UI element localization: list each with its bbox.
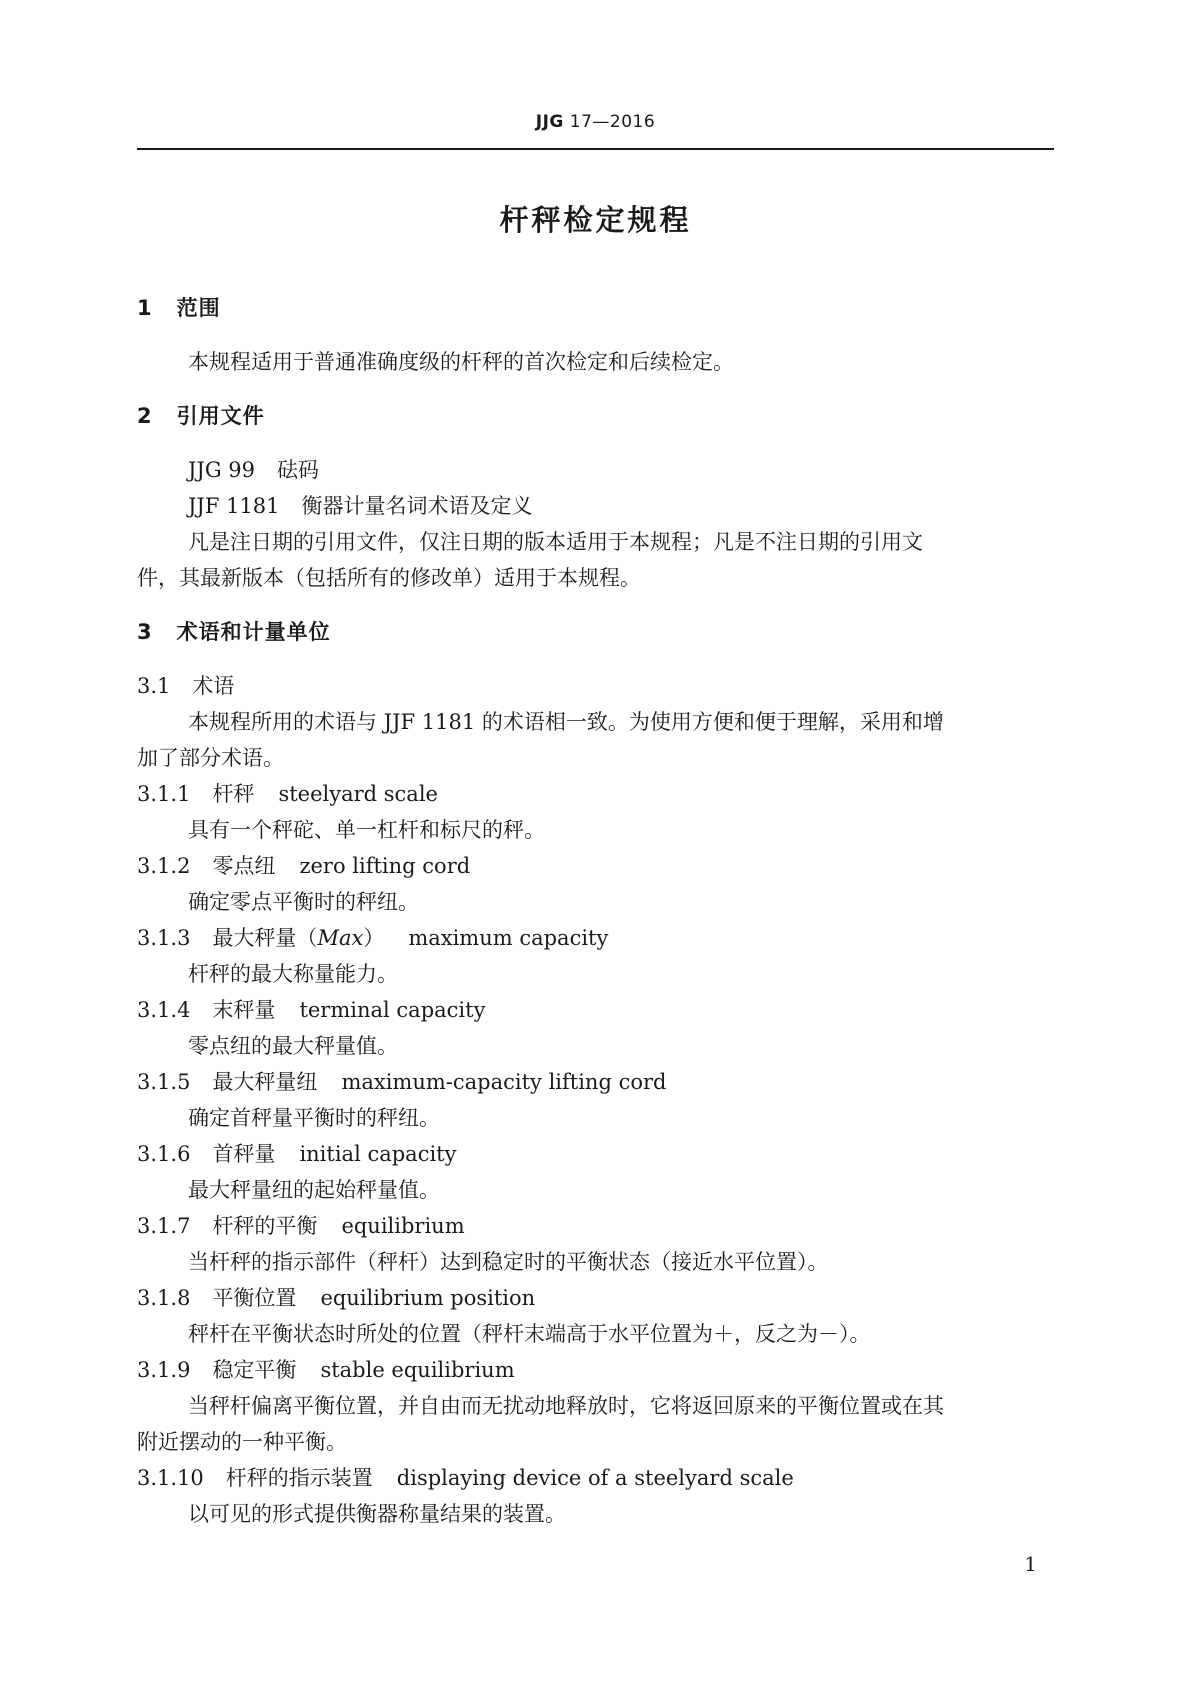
term-number: 3.1.5 (137, 1070, 191, 1094)
term-chinese (212, 926, 384, 950)
section-number: 3 (137, 620, 153, 644)
section-title: 术语和计量单位 (176, 620, 331, 644)
reference-item (137, 452, 1054, 488)
term-english: displaying device of a steelyard scale (396, 1466, 794, 1490)
term-chinese (212, 1214, 317, 1238)
term-chinese (212, 1358, 296, 1382)
section-1-heading (137, 290, 1054, 326)
term-number: 3.1.2 (137, 854, 191, 878)
term-number: 3.1.7 (137, 1214, 191, 1238)
term-chinese (212, 782, 254, 806)
term-chinese-text: 最大秤量（ (212, 926, 318, 950)
term-english: terminal capacity (299, 998, 486, 1022)
section-number: 1 (137, 296, 153, 320)
term-chinese (212, 1286, 296, 1310)
term-number: 3.1.1 (137, 782, 191, 806)
term-english: maximum-capacity lifting cord (341, 1070, 667, 1094)
term-chinese-text: 零点纽 (212, 854, 276, 878)
term-definition: 当杆秤的指示部件（秤杆）达到稳定时的平衡状态（接近水平位置）。 (188, 1250, 829, 1274)
term-heading (137, 1208, 1054, 1244)
term-definition: 零点纽的最大秤量值。 (188, 1034, 398, 1058)
subsection-heading (137, 668, 1054, 704)
term-definition: 附近摆动的一种平衡。 (137, 1430, 347, 1454)
term-heading (137, 1136, 1054, 1172)
term-chinese-text: 最大秤量纽 (212, 1070, 318, 1094)
term-number: 3.1.10 (137, 1466, 204, 1490)
term-english: equilibrium (341, 1214, 465, 1238)
term-english: zero lifting cord (299, 854, 471, 878)
term-chinese-text: 杆秤的指示装置 (225, 1466, 373, 1490)
document-title: 杆秤检定规程 (499, 203, 692, 237)
term-english: steelyard scale (278, 782, 438, 806)
term-chinese-text: 稳定平衡 (212, 1358, 297, 1382)
subsection-title: 术语 (192, 674, 235, 698)
section-number: 2 (137, 404, 153, 428)
subsection-intro-line: 本规程所用的术语与 JJF 1181 的术语相一致。为使用方便和便于理解，采用和增 (188, 710, 944, 734)
term-chinese (212, 1070, 317, 1094)
term-number: 3.1.9 (137, 1358, 191, 1382)
term-definition: 确定零点平衡时的秤纽。 (188, 890, 419, 914)
reference-name: 衡器计量名词术语及定义 (301, 494, 533, 518)
reference-name: 砝码 (277, 458, 320, 482)
term-chinese (212, 854, 275, 878)
term-english: initial capacity (299, 1142, 457, 1166)
header-number: 17—2016 (569, 112, 656, 132)
term-english: maximum capacity (408, 926, 609, 950)
term-definition: 确定首秤量平衡时的秤纽。 (188, 1106, 440, 1130)
term-heading (137, 848, 1054, 884)
section-title: 范围 (176, 296, 221, 320)
section-3-heading (137, 614, 1054, 650)
term-definition: 以可见的形式提供衡器称量结果的装置。 (188, 1502, 566, 1526)
term-number: 3.1.8 (137, 1286, 191, 1310)
term-heading (137, 920, 1054, 956)
section-2-heading (137, 398, 1054, 434)
term-chinese-text: ） (363, 926, 385, 950)
term-definition: 秤杆在平衡状态时所处的位置（秤杆末端高于水平位置为＋，反之为－）。 (188, 1322, 871, 1346)
term-heading (137, 1064, 1054, 1100)
term-heading (137, 776, 1054, 812)
term-list (137, 776, 1054, 1532)
reference-note-line: 凡是注日期的引用文件，仅注日期的版本适用于本规程；凡是不注日期的引用文 (188, 530, 923, 554)
subsection-intro-line: 加了部分术语。 (137, 746, 284, 770)
term-number: 3.1.3 (137, 926, 191, 950)
term-english: stable equilibrium (320, 1358, 515, 1382)
term-definition: 当秤杆偏离平衡位置，并自由而无扰动地释放时，它将返回原来的平衡位置或在其 (188, 1394, 944, 1418)
term-chinese-text: 杆秤的平衡 (212, 1214, 318, 1238)
term-chinese (212, 998, 275, 1022)
section-title: 引用文件 (176, 404, 265, 428)
term-number: 3.1.4 (137, 998, 191, 1022)
reference-code: JJF 1181 (188, 494, 280, 518)
page-number: 1 (1024, 1552, 1037, 1576)
term-number: 3.1.6 (137, 1142, 191, 1166)
header-code: JJG (535, 112, 564, 132)
section-1-text: 本规程适用于普通准确度级的杆秤的首次检定和后续检定。 (188, 350, 734, 374)
term-heading (137, 992, 1054, 1028)
header-rule (137, 148, 1054, 150)
term-definition: 最大秤量纽的起始秤量值。 (188, 1178, 440, 1202)
term-definition: 具有一个秤砣、单一杠杆和标尺的秤。 (188, 818, 545, 842)
term-chinese-text: 杆秤 (212, 782, 255, 806)
term-chinese-text: 平衡位置 (212, 1286, 297, 1310)
reference-code: JJG 99 (188, 458, 256, 482)
term-english: equilibrium position (320, 1286, 536, 1310)
reference-note-line: 件，其最新版本（包括所有的修改单）适用于本规程。 (137, 566, 641, 590)
running-header (0, 112, 1191, 132)
term-definition: 杆秤的最大称量能力。 (188, 962, 398, 986)
term-chinese (226, 1466, 373, 1490)
term-heading (137, 1460, 1054, 1496)
term-symbol: Max (317, 926, 364, 950)
document-body (137, 290, 1054, 1532)
term-chinese-text: 首秤量 (212, 1142, 276, 1166)
term-chinese (212, 1142, 275, 1166)
term-heading (137, 1280, 1054, 1316)
reference-item (137, 488, 1054, 524)
subsection-number: 3.1 (137, 674, 171, 698)
term-heading (137, 1352, 1054, 1388)
term-chinese-text: 末秤量 (212, 998, 276, 1022)
